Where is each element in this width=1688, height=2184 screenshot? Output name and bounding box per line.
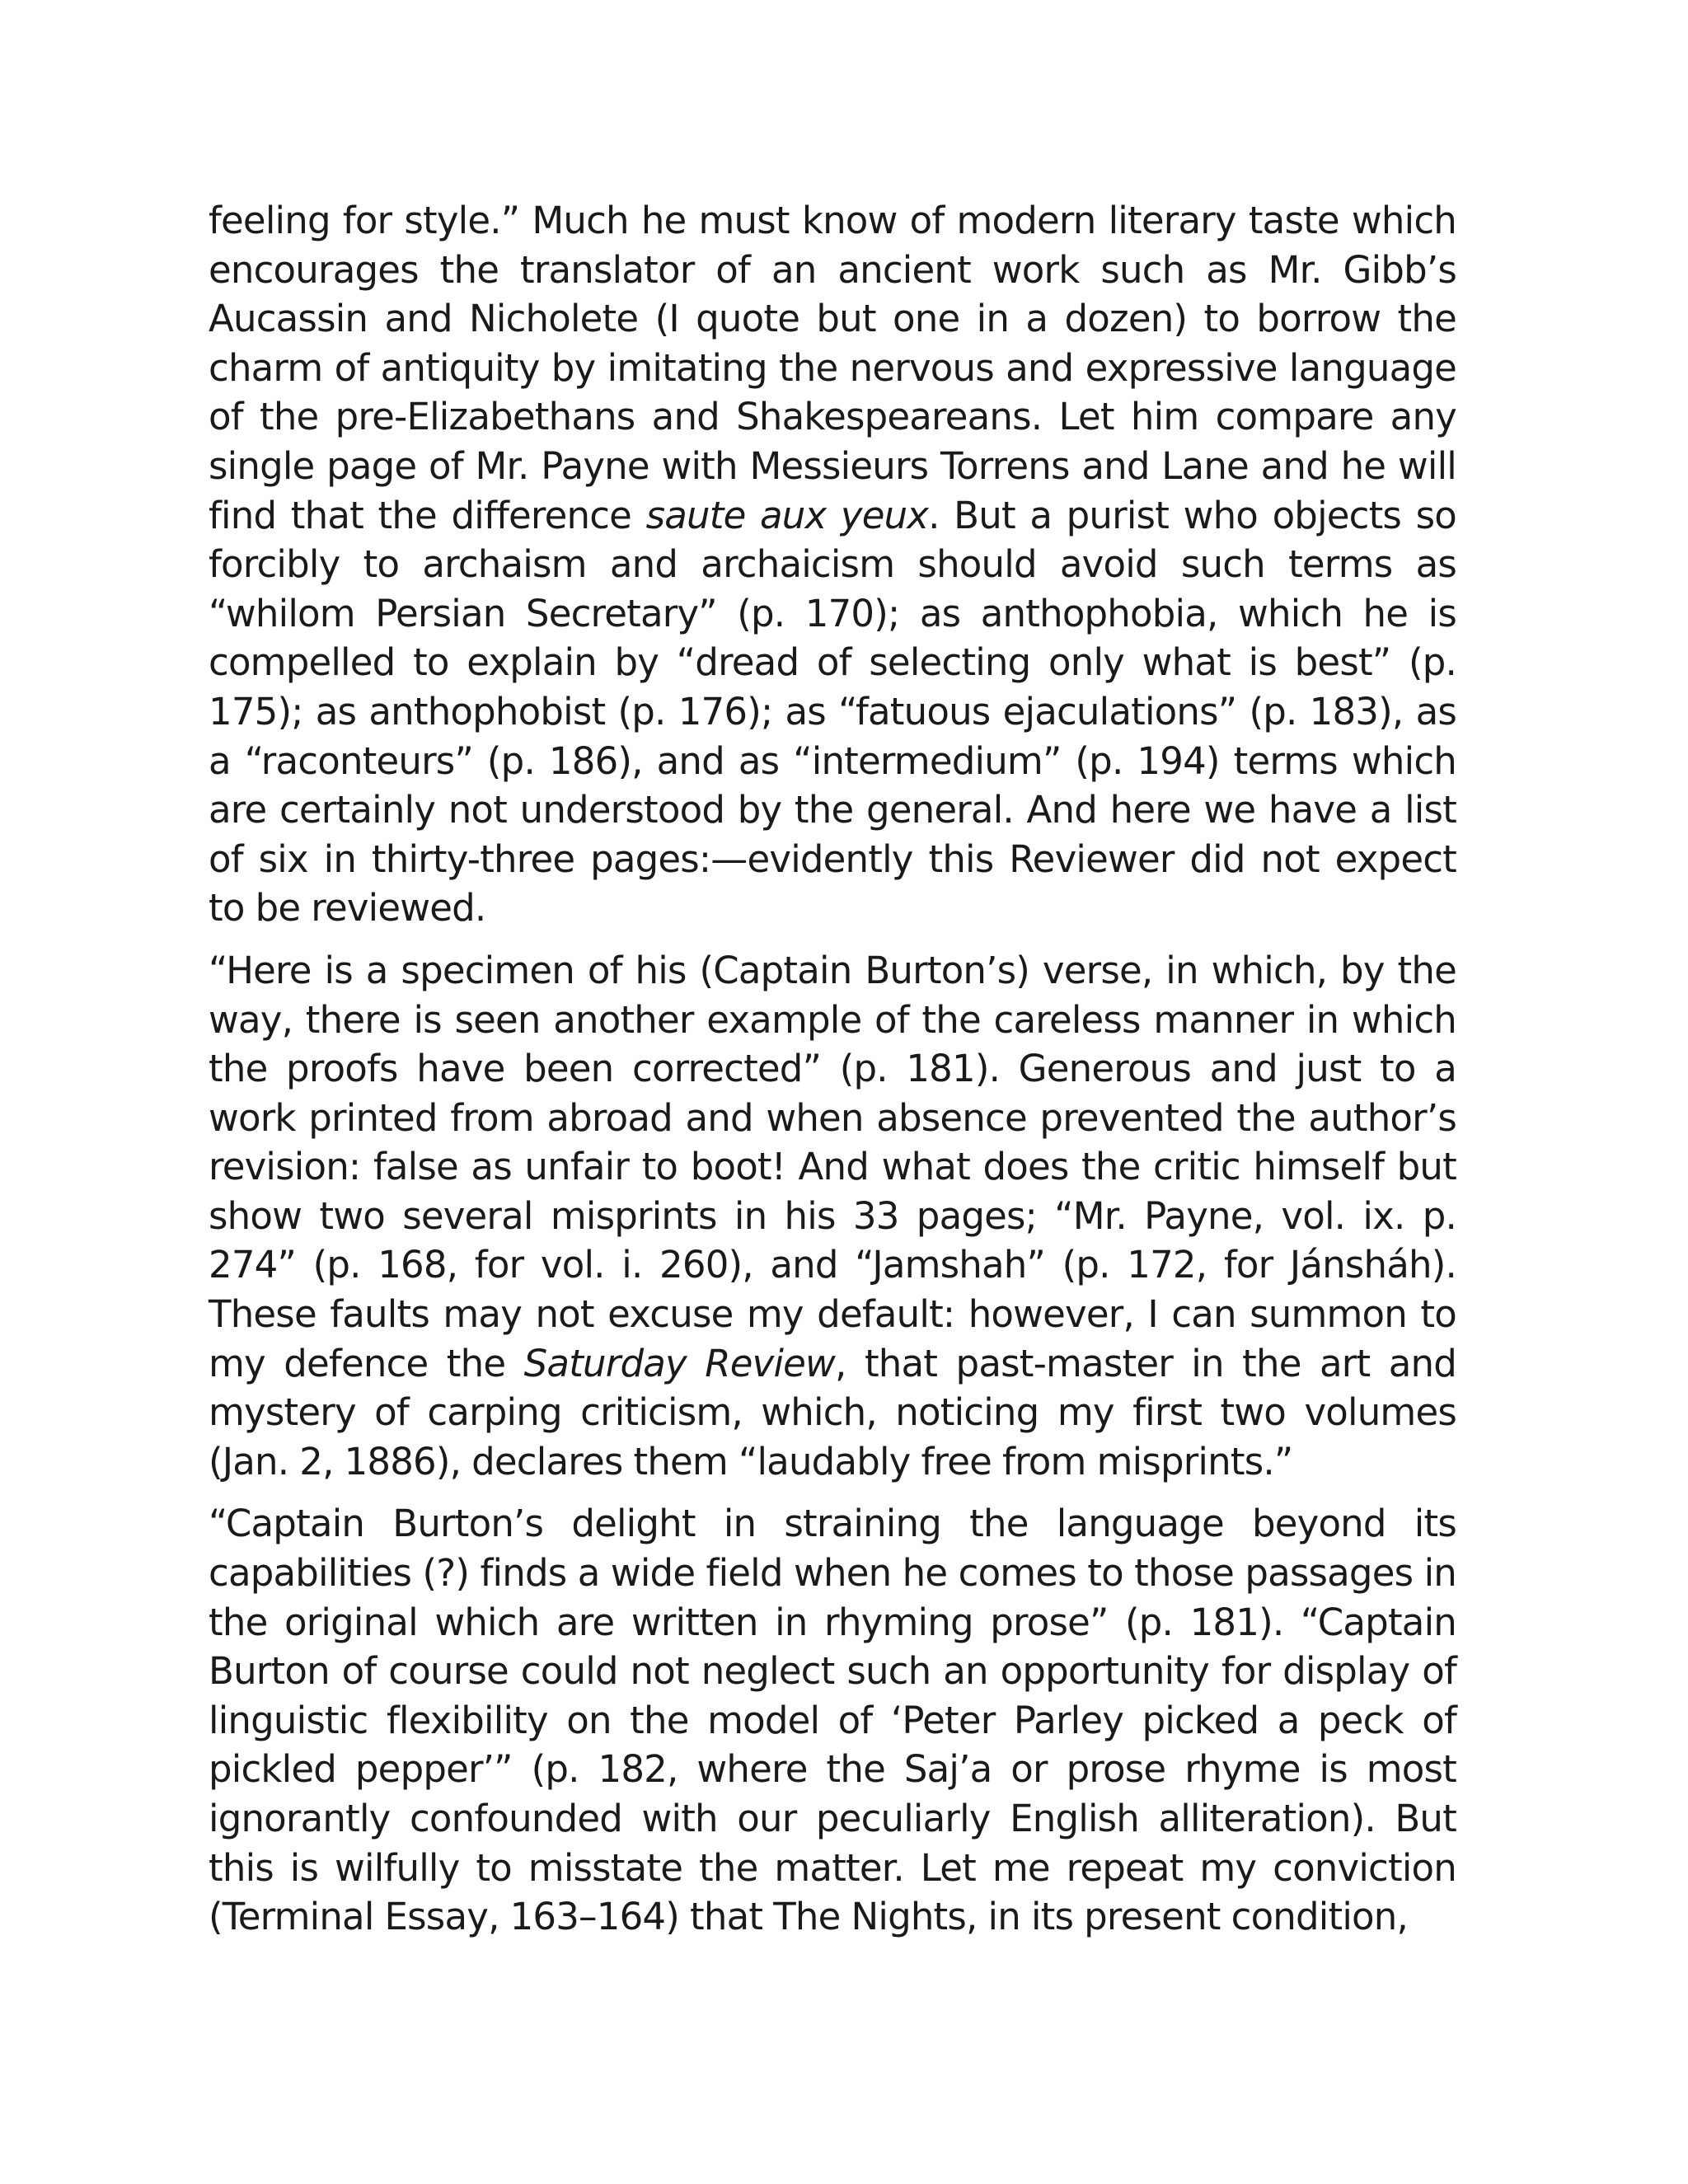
paragraph-2 — [209, 946, 1456, 1487]
paragraph-1-text-b: . But a purist who objects so forcibly to archaism and archaicism should avoid such terms as “whilom Persian Secretary” (p. 170); as anthophobia, which he is compelled to explain by “dread of selecting only what is best” (p. 175); as anthophobist (p. 176); as “fatuous ejaculations” (p. 183), as a “raconteurs” (p. 186), and as “intermedium” (p. 194) terms which are certainly not understood by the general. And here we have a list of six in thirty-three pages:—evidently this Reviewer did not expect to be reviewed. — [209, 493, 1456, 930]
paragraph-2-italic-title: Saturday Review — [523, 1341, 836, 1385]
paragraph-3 — [209, 1499, 1456, 1941]
paragraph-1 — [209, 196, 1456, 933]
paragraph-1-text-a: feeling for style.” Much he must know of modern literary taste which encourages the translator of an ancient work such as Mr. Gibb’s Aucassin and Nicholete (I quote but one in a dozen) to borrow the charm of antiquity by imitating the nervous and expressive language of the pre-Elizabethans and Shakespeareans. Let him compare any single page of Mr. Payne with Messieurs Torrens and Lane and he will find that the difference — [209, 199, 1456, 537]
paragraph-2-text-a: “Here is a specimen of his (Captain Burton’s) verse, in which, by the way, there is seen another example of the careless manner in which the proofs have been corrected” (p. 181). Generous and just to a work printed from abroad and when absence prevented the author’s revision: false as unfair to boot! And what does the critic himself but show two several misprints in his 33 pages; “Mr. Payne, vol. ix. p. 274” (p. 168, for vol. i. 260), and “Jamshah” (p. 172, for Jánsháh). These faults may not excuse my default: however, I can summon to my defence the — [209, 948, 1456, 1385]
paragraph-3-text: “Captain Burton’s delight in straining the language beyond its capabilities (?) finds a wide field when he comes to those passages in the original which are written in rhyming prose” (p. 181). “Captain Burton of course could not neglect such an opportunity for display of linguistic flexibility on the model of ‘Peter Parley picked a peck of pickled pepper’” (p. 182, where the Saj’a or prose rhyme is most ignorantly confounded with our peculiarly English alliteration). But this is wilfully to misstate the matter. Let me repeat my conviction (Terminal Essay, 163–164) that The Nights, in its present condition, — [209, 1502, 1456, 1939]
document-page — [209, 196, 1456, 1955]
paragraph-1-italic-phrase: saute aux yeux — [645, 493, 929, 537]
paragraph-2-text-b: , that past-master in the art and mystery of carping criticism, which, noticing my first two volumes (Jan. 2, 1886), declares them “laudably free from misprints.” — [209, 1341, 1456, 1483]
